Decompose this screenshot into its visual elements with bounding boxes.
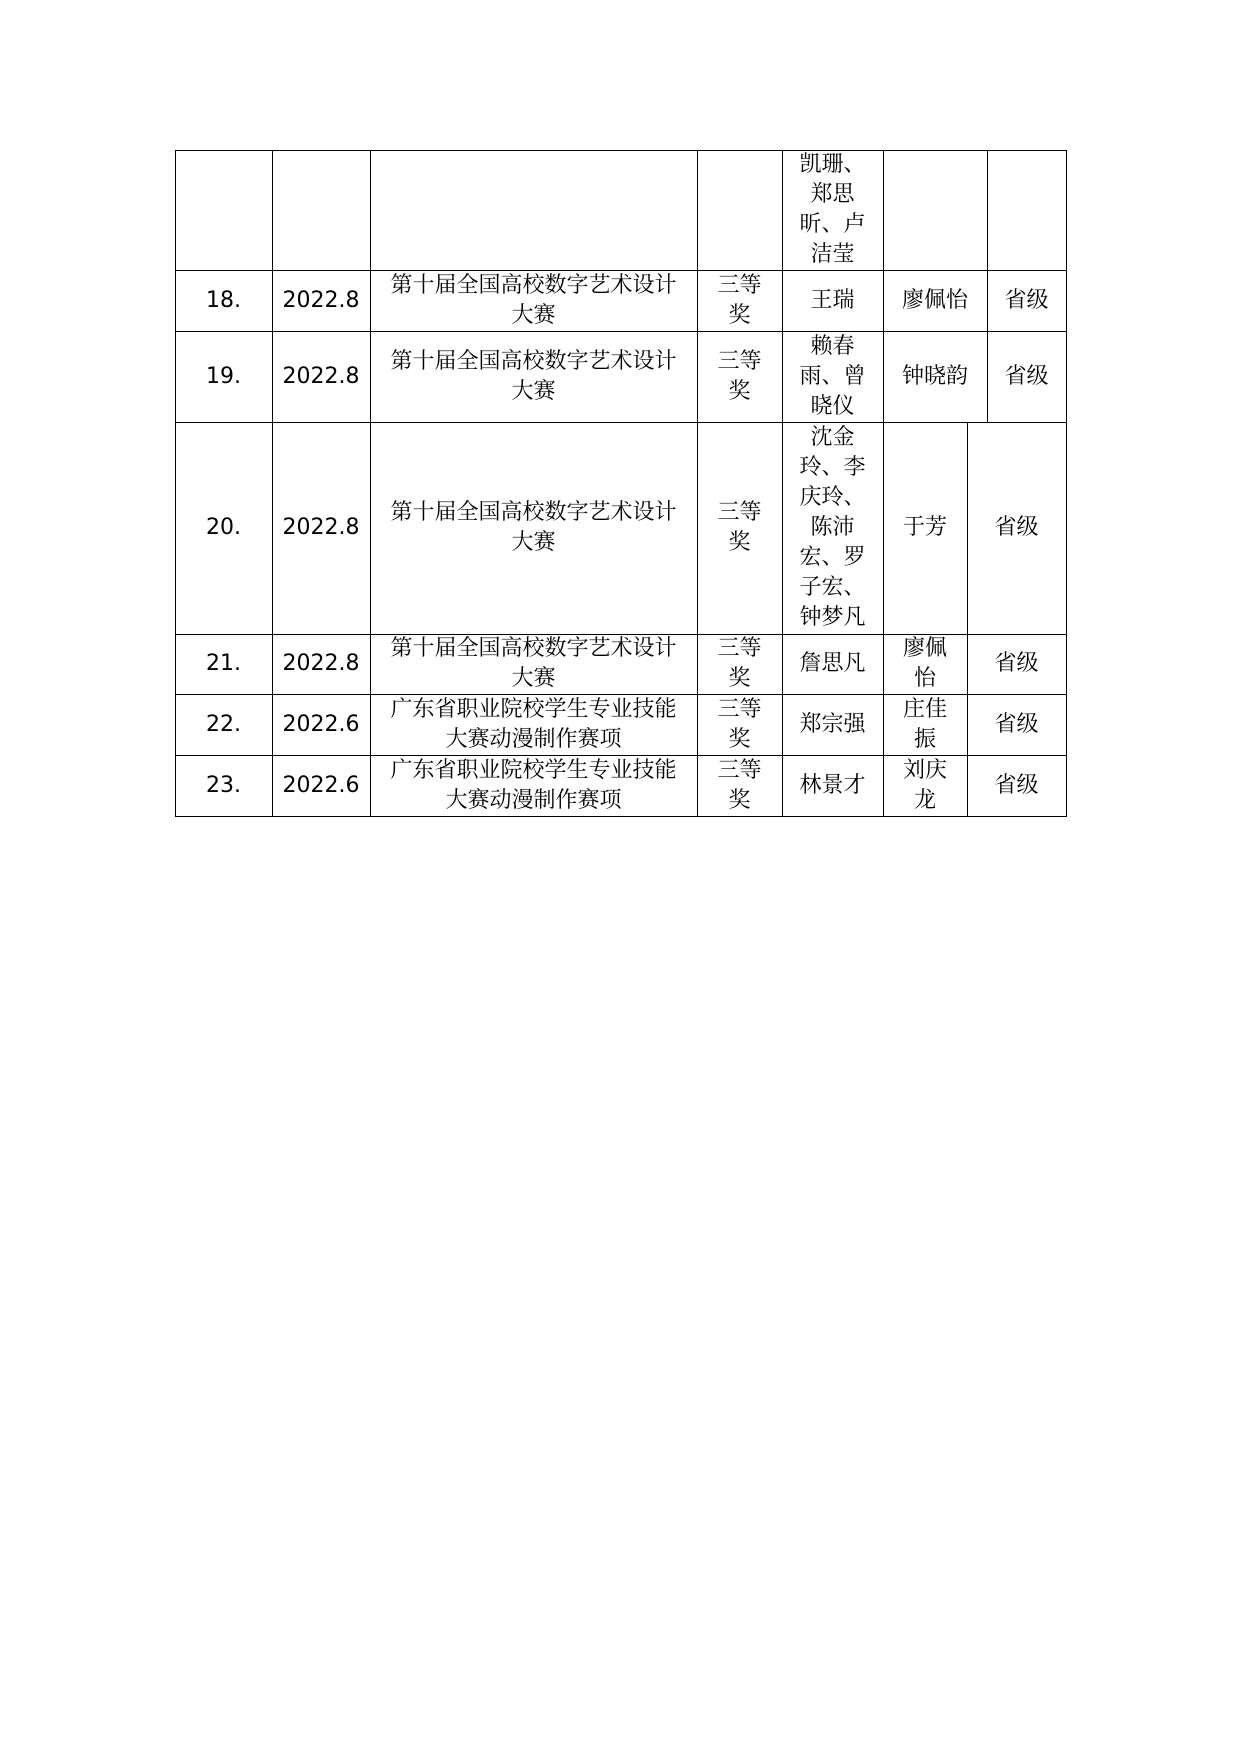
- table-row-competition-name-text: [390, 634, 676, 694]
- teacher-name: [883, 694, 967, 755]
- table-row-competition-name-text: [390, 498, 676, 558]
- table-row-award-date-text: [283, 710, 360, 740]
- table-column-rule: [370, 270, 371, 332]
- table-column-rule: [272, 755, 273, 817]
- table-column-rule: [967, 422, 968, 635]
- table-row-award-date-text: [283, 362, 360, 392]
- table-row-row-number-text: [206, 286, 241, 316]
- award-grade-line: 奖: [728, 787, 751, 813]
- student-names: [782, 331, 883, 422]
- award-date-line: 2022.6: [282, 711, 360, 737]
- table-column-rule: [370, 694, 371, 756]
- table-row-rule: [175, 270, 1067, 271]
- table-row-student-names-text: [799, 649, 865, 679]
- student-names-line: 凯珊、: [799, 152, 866, 177]
- table-column-rule: [175, 634, 176, 695]
- teacher-name-line: 庄佳: [902, 696, 947, 722]
- table-column-rule: [1066, 331, 1067, 423]
- table-column-rule: [1066, 755, 1067, 817]
- table-row-award-level-text: [994, 710, 1038, 740]
- teacher-name: [883, 331, 987, 422]
- table-row-row-number-text: [206, 649, 241, 679]
- table-column-rule: [883, 755, 884, 817]
- competition-name-line: 广东省职业院校学生专业技能: [390, 696, 677, 722]
- student-names: [782, 755, 883, 816]
- table-column-rule: [1066, 150, 1067, 271]
- award-level-line: 省级: [994, 651, 1039, 676]
- table-column-rule: [370, 331, 371, 423]
- table-column-rule: [175, 422, 176, 635]
- competition-name: [370, 422, 697, 634]
- award-grade-line: 三等: [717, 696, 762, 722]
- row-number-line: 19.: [206, 363, 241, 389]
- table-column-rule: [370, 150, 371, 271]
- table-row-competition-name-text: [390, 756, 676, 816]
- table-row-row-number-text: [206, 710, 241, 740]
- table-column-rule: [697, 331, 698, 423]
- competition-name-line: 大赛动漫制作赛项: [445, 726, 622, 752]
- award-date-line: 2022.6: [282, 772, 360, 798]
- student-names: [782, 422, 883, 634]
- table-row-student-names-text: [799, 771, 865, 801]
- award-grade-line: 三等: [717, 272, 762, 298]
- row-number: [175, 422, 272, 634]
- competition-name-line: 大赛动漫制作赛项: [445, 787, 622, 813]
- table-column-rule: [697, 694, 698, 756]
- table-row-teacher-name-text: [903, 634, 947, 694]
- table-column-rule: [1066, 422, 1067, 635]
- continued-row-student-names-text: [799, 150, 865, 270]
- table-column-rule: [175, 694, 176, 756]
- teacher-name-line: 钟晓韵: [901, 363, 968, 389]
- award-level-line: 省级: [994, 515, 1039, 540]
- award-level: [967, 755, 1066, 816]
- student-names-line: 晓仪: [810, 393, 855, 419]
- award-level: [987, 150, 1066, 270]
- student-names-line: 钟梦凡: [799, 605, 866, 630]
- teacher-name: [883, 755, 967, 816]
- table-row-rule: [175, 816, 1067, 817]
- teacher-name-line: 振: [913, 726, 936, 752]
- table-row-award-level-text: [994, 649, 1038, 679]
- award-date-line: 2022.8: [282, 515, 360, 540]
- table-column-rule: [1066, 634, 1067, 695]
- row-number-line: 21.: [206, 651, 241, 676]
- table-row-rule: [175, 331, 1067, 332]
- award-date: [272, 634, 370, 694]
- table-row-award-grade-text: [717, 271, 761, 331]
- table-row-award-level-text: [994, 513, 1038, 543]
- table-row-award-grade-text: [717, 756, 761, 816]
- student-names: [782, 150, 883, 270]
- table-column-rule: [1066, 694, 1067, 756]
- table-row-award-grade-text: [717, 498, 761, 558]
- teacher-name-line: 怡: [913, 666, 936, 691]
- table-column-rule: [272, 634, 273, 695]
- table-column-rule: [175, 150, 176, 271]
- table-column-rule: [782, 331, 783, 423]
- award-grade: [697, 694, 782, 755]
- award-grade-line: 奖: [728, 666, 751, 691]
- table-row-rule: [175, 150, 1067, 151]
- award-grade-line: 奖: [728, 302, 751, 328]
- row-number-line: 23.: [206, 772, 241, 798]
- competition-name: [370, 270, 697, 331]
- competition-name-line: 大赛: [511, 378, 556, 404]
- table-row-award-level-text: [1004, 286, 1048, 316]
- table-column-rule: [967, 634, 968, 695]
- table-column-rule: [883, 634, 884, 695]
- table-column-rule: [697, 634, 698, 695]
- table-row-award-grade-text: [717, 347, 761, 407]
- table-column-rule: [883, 270, 884, 332]
- competition-name: [370, 694, 697, 755]
- award-grade-line: 三等: [717, 636, 762, 661]
- teacher-name-line: 龙: [913, 787, 936, 813]
- table-row-student-names-text: [799, 710, 865, 740]
- table-column-rule: [370, 422, 371, 635]
- row-number-line: 20.: [206, 515, 241, 540]
- student-names: [782, 634, 883, 694]
- table-column-rule: [987, 331, 988, 423]
- row-number: [175, 150, 272, 270]
- student-names-line: 宏、罗: [799, 545, 866, 570]
- table-row-teacher-name-text: [903, 513, 947, 543]
- table-row-row-number-text: [206, 771, 241, 801]
- table-column-rule: [175, 331, 176, 423]
- student-names-line: 林景才: [799, 772, 866, 798]
- table-column-rule: [272, 331, 273, 423]
- table-row-award-date-text: [283, 513, 360, 543]
- award-grade: [697, 422, 782, 634]
- award-date: [272, 270, 370, 331]
- award-level: [967, 634, 1066, 694]
- award-date-line: 2022.8: [282, 287, 360, 313]
- student-names-line: 詹思凡: [799, 651, 866, 676]
- table-column-rule: [987, 150, 988, 271]
- student-names-line: 郑宗强: [799, 711, 866, 737]
- table-column-rule: [883, 422, 884, 635]
- award-date: [272, 755, 370, 816]
- table-column-rule: [987, 270, 988, 332]
- row-number-line: 22.: [206, 711, 241, 737]
- award-grade-line: 三等: [717, 757, 762, 783]
- student-names-line: 陈沛: [810, 515, 855, 540]
- table-row-row-number-text: [206, 362, 241, 392]
- table-row-teacher-name-text: [903, 695, 947, 755]
- competition-name-line: 大赛: [511, 666, 556, 691]
- award-grade: [697, 634, 782, 694]
- award-level-line: 省级: [1004, 287, 1049, 313]
- award-level-line: 省级: [994, 711, 1039, 737]
- row-number: [175, 634, 272, 694]
- row-number: [175, 694, 272, 755]
- competition-name-line: 第十届全国高校数字艺术设计: [390, 272, 677, 298]
- award-grade-line: 奖: [728, 530, 751, 555]
- table-column-rule: [272, 694, 273, 756]
- award-date: [272, 331, 370, 422]
- table-row-row-number-text: [206, 513, 241, 543]
- table-row-award-date-text: [283, 286, 360, 316]
- award-level-line: 省级: [1004, 363, 1049, 389]
- award-level: [967, 694, 1066, 755]
- table-row-competition-name-text: [390, 271, 676, 331]
- teacher-name-line: 于芳: [902, 515, 947, 540]
- competition-name-line: 第十届全国高校数字艺术设计: [390, 348, 677, 374]
- table-column-rule: [697, 270, 698, 332]
- student-names-line: 子宏、: [799, 575, 866, 600]
- student-names-line: 王瑞: [810, 287, 855, 313]
- award-level: [987, 331, 1066, 422]
- award-grade: [697, 755, 782, 816]
- award-grade-line: 奖: [728, 378, 751, 404]
- competition-name: [370, 331, 697, 422]
- award-date: [272, 150, 370, 270]
- table-column-rule: [782, 422, 783, 635]
- award-date: [272, 422, 370, 634]
- teacher-name: [883, 634, 967, 694]
- student-names: [782, 694, 883, 755]
- table-row-award-level-text: [1004, 362, 1048, 392]
- table-column-rule: [1066, 270, 1067, 332]
- table-column-rule: [782, 150, 783, 271]
- teacher-name-line: 刘庆: [902, 757, 947, 783]
- row-number: [175, 755, 272, 816]
- table-column-rule: [175, 270, 176, 332]
- table-row-student-names-text: [799, 332, 865, 422]
- award-grade: [697, 150, 782, 270]
- table-column-rule: [967, 694, 968, 756]
- competition-name-line: 广东省职业院校学生专业技能: [390, 757, 677, 783]
- table-column-rule: [697, 755, 698, 817]
- table-column-rule: [370, 755, 371, 817]
- table-column-rule: [370, 634, 371, 695]
- teacher-name-line: 廖佩怡: [901, 287, 968, 313]
- teacher-name: [883, 270, 987, 331]
- table-column-rule: [272, 150, 273, 271]
- teacher-name: [883, 422, 967, 634]
- student-names-line: 庆玲、: [799, 485, 866, 510]
- table-row-rule: [175, 755, 1067, 756]
- student-names-line: 玲、李: [799, 455, 866, 480]
- table-column-rule: [782, 694, 783, 756]
- table-row-rule: [175, 694, 1067, 695]
- table-column-rule: [782, 634, 783, 695]
- competition-name: [370, 150, 697, 270]
- table-column-rule: [272, 270, 273, 332]
- competition-name: [370, 755, 697, 816]
- table-column-rule: [697, 150, 698, 271]
- student-names-line: 郑思: [810, 182, 855, 207]
- award-grade: [697, 331, 782, 422]
- table-row-award-grade-text: [717, 695, 761, 755]
- award-date: [272, 694, 370, 755]
- student-names: [782, 270, 883, 331]
- table-row-student-names-text: [810, 286, 854, 316]
- competition-name-line: 第十届全国高校数字艺术设计: [390, 636, 677, 661]
- table-row-student-names-text: [799, 423, 865, 633]
- row-number: [175, 270, 272, 331]
- award-level: [987, 270, 1066, 331]
- award-date-line: 2022.8: [282, 651, 360, 676]
- award-date-line: 2022.8: [282, 363, 360, 389]
- table-column-rule: [697, 422, 698, 635]
- award-grade: [697, 270, 782, 331]
- row-number: [175, 331, 272, 422]
- table-column-rule: [782, 755, 783, 817]
- table-row-teacher-name-text: [902, 286, 968, 316]
- table-column-rule: [883, 694, 884, 756]
- table-row-award-level-text: [994, 771, 1038, 801]
- table-row-rule: [175, 422, 1067, 423]
- student-names-line: 赖春: [810, 333, 855, 359]
- competition-name-line: 大赛: [511, 302, 556, 328]
- competition-name: [370, 634, 697, 694]
- award-grade-line: 三等: [717, 500, 762, 525]
- table-column-rule: [967, 755, 968, 817]
- table-row-competition-name-text: [390, 695, 676, 755]
- competition-name-line: 第十届全国高校数字艺术设计: [390, 500, 677, 525]
- table-row-award-date-text: [283, 649, 360, 679]
- table-column-rule: [883, 150, 884, 271]
- table-row-award-date-text: [283, 771, 360, 801]
- table-row-competition-name-text: [390, 347, 676, 407]
- student-names-line: 沈金: [810, 425, 855, 450]
- competition-name-line: 大赛: [511, 530, 556, 555]
- award-level-line: 省级: [994, 772, 1039, 798]
- teacher-name-line: 廖佩: [902, 636, 947, 661]
- table-row-award-grade-text: [717, 634, 761, 694]
- table-column-rule: [782, 270, 783, 332]
- student-names-line: 洁莹: [810, 242, 855, 267]
- award-grade-line: 三等: [717, 348, 762, 374]
- table-row-teacher-name-text: [903, 756, 947, 816]
- table-column-rule: [883, 331, 884, 423]
- table-column-rule: [175, 755, 176, 817]
- student-names-line: 雨、曾: [799, 363, 866, 389]
- table-column-rule: [272, 422, 273, 635]
- table-row-rule: [175, 634, 1067, 635]
- table-row-teacher-name-text: [902, 362, 968, 392]
- student-names-line: 昕、卢: [799, 212, 866, 237]
- award-grade-line: 奖: [728, 726, 751, 752]
- teacher-name: [883, 150, 987, 270]
- award-level: [967, 422, 1066, 634]
- row-number-line: 18.: [206, 287, 241, 313]
